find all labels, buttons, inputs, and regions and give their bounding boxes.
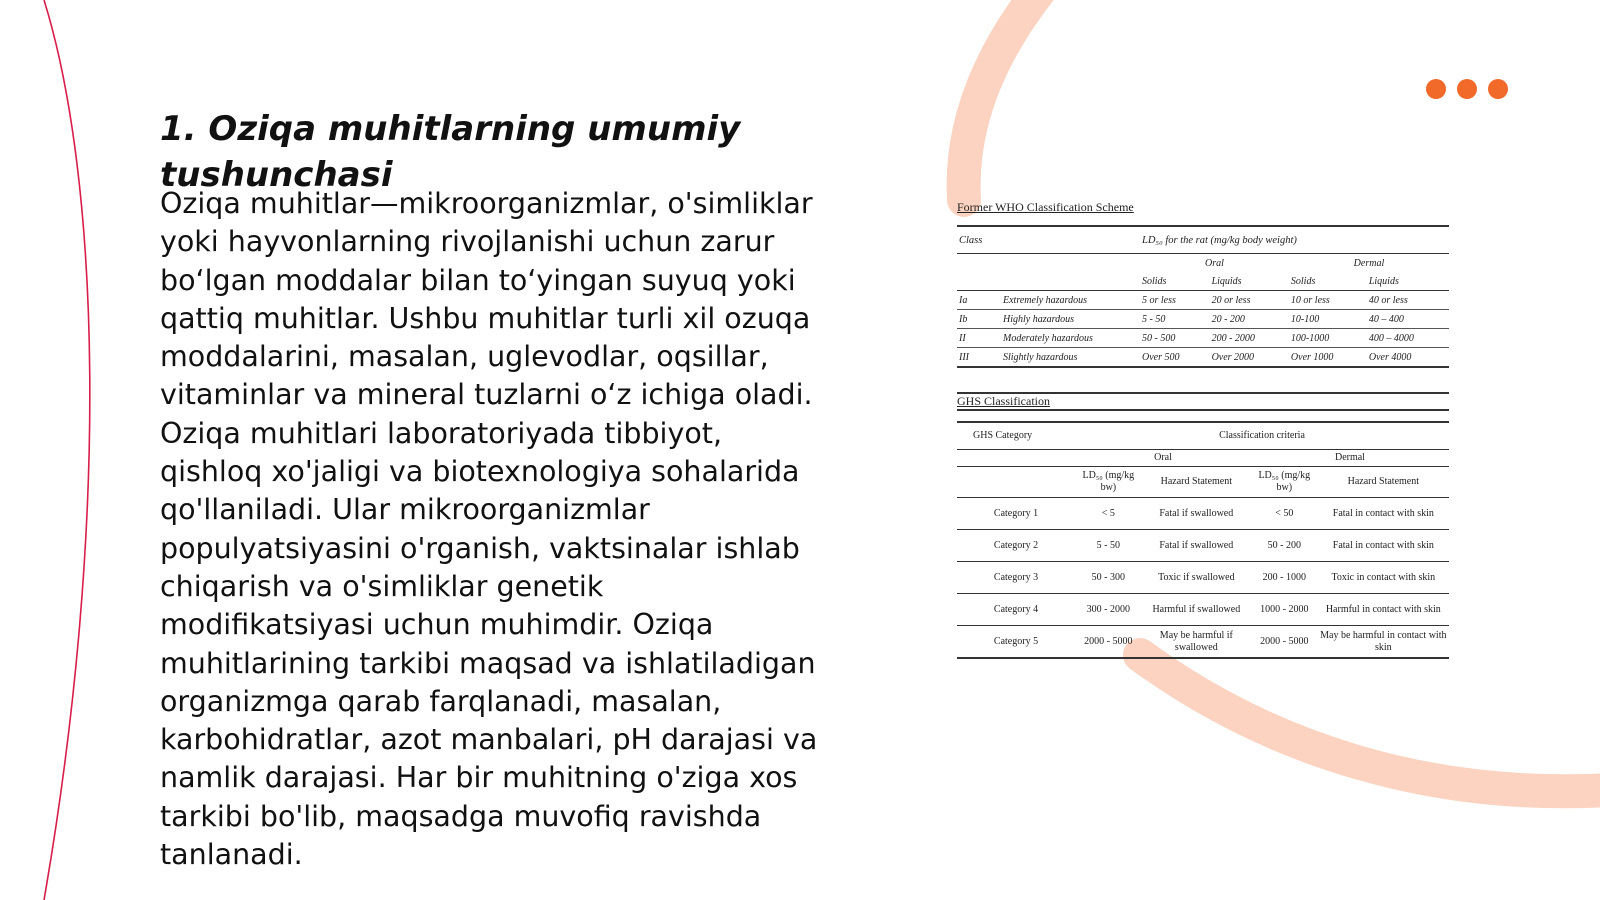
col-ld50-oral: LD₅₀ (mg/kg bw): [1082, 470, 1135, 493]
cell: 100-1000: [1289, 329, 1367, 348]
column-header-row: [957, 467, 1449, 498]
route-row: [957, 450, 1449, 467]
header-ghs-category: GHS Category: [957, 422, 1075, 450]
cell: 50 - 500: [1140, 329, 1210, 348]
cell: May be harmful in contact with skin: [1318, 626, 1449, 659]
cell: 20 - 200: [1210, 310, 1289, 329]
cell: 1000 - 2000: [1251, 594, 1318, 626]
cell: Ia: [957, 291, 1001, 310]
cell: Moderately hazardous: [1001, 329, 1140, 348]
cell: Category 4: [957, 594, 1075, 626]
route-oral: Oral: [1205, 257, 1224, 269]
header-ld50: LD₅₀ for the rat (mg/kg body weight): [1140, 226, 1449, 254]
cell: Category 2: [957, 530, 1075, 562]
cell: II: [957, 329, 1001, 348]
cell: Over 4000: [1367, 348, 1449, 368]
col-hazard-oral: Hazard Statement: [1160, 476, 1232, 487]
cell: Slightly hazardous: [1001, 348, 1140, 368]
route-oral: Oral: [1075, 450, 1251, 467]
table-row: [957, 562, 1449, 594]
cell: Toxic in contact with skin: [1318, 562, 1449, 594]
ghs-classification-table: [957, 421, 1449, 659]
table-row: [957, 291, 1449, 310]
table-row: [957, 530, 1449, 562]
sub-liquids: Liquids: [1210, 272, 1289, 291]
table-row: [957, 626, 1449, 659]
cell: Ib: [957, 310, 1001, 329]
route-dermal: Dermal: [1251, 450, 1449, 467]
table-row: [957, 498, 1449, 530]
cell: 5 - 50: [1075, 530, 1142, 562]
ghs-table-caption: GHS Classification: [957, 392, 1449, 411]
sub-liquids: Liquids: [1367, 272, 1449, 291]
dot-icon: [1457, 79, 1477, 99]
table-row: [957, 594, 1449, 626]
cell: 20 or less: [1210, 291, 1289, 310]
table-row: [957, 348, 1449, 368]
col-ld50-dermal: LD₅₀ (mg/kg bw): [1258, 470, 1311, 493]
dot-icon: [1426, 79, 1446, 99]
decorative-arc-bottom: [1140, 655, 1600, 791]
side-curve-line: [44, 0, 90, 900]
cell: Extremely hazardous: [1001, 291, 1140, 310]
cell: 50 - 300: [1075, 562, 1142, 594]
classification-tables-image: [957, 200, 1449, 659]
cell: 10-100: [1289, 310, 1367, 329]
table-row: [957, 329, 1449, 348]
cell: 2000 - 5000: [1075, 626, 1142, 659]
col-hazard-dermal: Hazard Statement: [1347, 476, 1419, 487]
cell: Category 1: [957, 498, 1075, 530]
cell: Category 3: [957, 562, 1075, 594]
cell: 5 or less: [1140, 291, 1210, 310]
cell: 300 - 2000: [1075, 594, 1142, 626]
cell: < 50: [1251, 498, 1318, 530]
cell: < 5: [1075, 498, 1142, 530]
cell: 40 or less: [1367, 291, 1449, 310]
header-classification-criteria: Classification criteria: [1075, 422, 1449, 450]
cell: 5 - 50: [1140, 310, 1210, 329]
cell: Harmful if swallowed: [1142, 594, 1251, 626]
cell: 10 or less: [1289, 291, 1367, 310]
cell: Fatal if swallowed: [1142, 530, 1251, 562]
table-header-row: [957, 422, 1449, 450]
cell: Fatal in contact with skin: [1318, 530, 1449, 562]
slide-title: 1. Oziqa muhitlarning umumiy tushunchasi: [160, 109, 741, 195]
route-dermal: Dermal: [1353, 257, 1385, 269]
who-classification-table: [957, 225, 1449, 368]
cell: Highly hazardous: [1001, 310, 1140, 329]
cell: III: [957, 348, 1001, 368]
cell: Toxic if swallowed: [1142, 562, 1251, 594]
who-table-caption: Former WHO Classification Scheme: [957, 200, 1134, 214]
cell: Harmful in contact with skin: [1318, 594, 1449, 626]
route-row: [957, 254, 1449, 273]
cell: Over 2000: [1210, 348, 1289, 368]
cell: 40 – 400: [1367, 310, 1449, 329]
cell: 200 - 2000: [1210, 329, 1289, 348]
dots-ornament: [1426, 79, 1508, 99]
cell: 50 - 200: [1251, 530, 1318, 562]
table-row: [957, 310, 1449, 329]
cell: 200 - 1000: [1251, 562, 1318, 594]
cell: May be harmful if swallowed: [1142, 626, 1251, 659]
cell: 400 – 4000: [1367, 329, 1449, 348]
sub-solids: Solids: [1289, 272, 1367, 291]
cell: Category 5: [957, 626, 1075, 659]
cell: Fatal if swallowed: [1142, 498, 1251, 530]
cell: Over 1000: [1289, 348, 1367, 368]
header-class: Class: [957, 226, 1001, 254]
table-header-row: [957, 226, 1449, 254]
cell: 2000 - 5000: [1251, 626, 1318, 659]
sub-solids: Solids: [1140, 272, 1210, 291]
slide-body-text: Oziqa muhitlar—mikroorganizmlar, o'simliklar yoki hayvonlarning rivojlanishi uchun zarur bo‘lgan moddalar bilan to‘yingan suyuq yoki qattiq muhitlar. Ushbu muhitlar turli xil ozuqa moddalarini, masalan, uglevodlar, oqsillar, vitaminlar va mineral tuzlarni o‘z ichiga oladi. Oziqa muhitlari laboratoriyada tibbiyot, qishloq xo'jaligi va biotexnologiya sohalarida qo'llaniladi. Ular mikroorganizmlar populyatsiyasini o'rganish, vaktsinalar ishlab chiqarish va o'simliklar genetik modifikatsiyasi uchun muhimdir. Oziqa muhitlarining tarkibi maqsad va ishlatiladigan organizmga qarab farqlanadi, masalan, karbohidratlar, azot manbalari, pH darajasi va namlik darajasi. Har bir muhitning o'ziga xos tarkibi bo'lib, maqsadga muvofiq ravishda tanlanadi.: [160, 187, 818, 872]
subheader-row: [957, 272, 1449, 291]
cell: Over 500: [1140, 348, 1210, 368]
cell: Fatal in contact with skin: [1318, 498, 1449, 530]
dot-icon: [1488, 79, 1508, 99]
decorative-arc-top: [964, 0, 1040, 200]
